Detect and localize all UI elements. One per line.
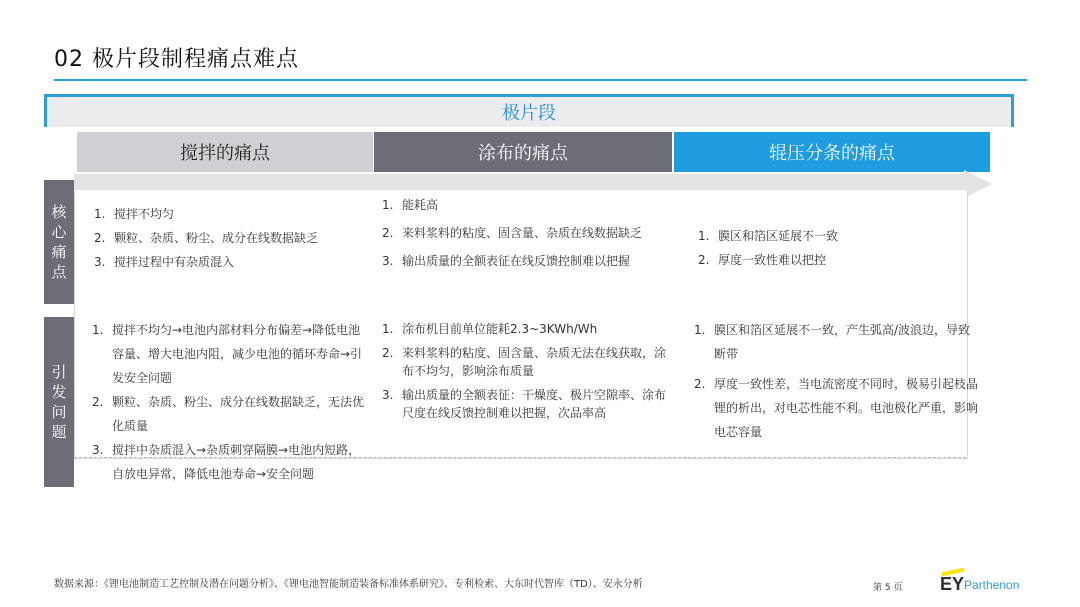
core-mixing-list xyxy=(94,202,364,274)
list-item: 2. 厚度一致性差，当电流密度不同时，极易引起枝晶锂的析出，对电芯性能不利。电池极化严重，影响电芯容量 xyxy=(694,377,979,439)
side-char: 点 xyxy=(51,263,67,282)
side-char: 心 xyxy=(51,222,67,241)
column-header-coating: 涂布的痛点 xyxy=(374,132,672,172)
side-char: 题 xyxy=(51,423,67,442)
list-item: 3. 搅拌中杂质混入→杂质刺穿隔膜→电池内短路，自放电异常，降低电池寿命→安全问题 xyxy=(92,443,361,481)
list-item: 1. 能耗高 xyxy=(382,198,439,212)
list-item: 2. 颗粒、杂质、粉尘、成分在线数据缺乏 xyxy=(94,231,319,245)
column-header-mixing: 搅拌的痛点 xyxy=(77,132,373,172)
side-label-core xyxy=(44,180,74,304)
list-item: 2. 厚度一致性难以把控 xyxy=(698,253,827,267)
list-item: 2. 颗粒、杂质、粉尘、成分在线数据缺乏，无法优化质量 xyxy=(92,395,365,433)
page-number: 第 5 页 xyxy=(873,583,903,593)
list-item: 1. 膜区和箔区延展不一致，产生弧高/波浪边，导致断带 xyxy=(694,323,971,361)
page-title: 02 极片段制程痛点难点 xyxy=(54,47,299,72)
issues-coating-list xyxy=(382,320,672,428)
side-label-issues xyxy=(44,317,74,487)
section-banner xyxy=(44,94,1014,127)
issues-mixing-list xyxy=(92,318,364,486)
core-coating-list xyxy=(382,196,672,280)
logo-parthenon-text: Parthenon xyxy=(964,578,1020,592)
side-char: 核 xyxy=(51,202,67,221)
list-item: 1. 搅拌不均匀→电池内部材料分布偏差→降低电池容量、增大电池内阻，减少电池的循环寿命→引发安全问题 xyxy=(92,323,363,385)
list-item: 3. 搅拌过程中有杂质混入 xyxy=(94,255,235,269)
list-item: 2. 来料浆料的粘度、固含量、杂质在线数据缺乏 xyxy=(382,226,643,240)
side-char: 痛 xyxy=(51,243,67,261)
ey-parthenon-logo xyxy=(940,568,1030,596)
side-char: 问 xyxy=(51,403,67,421)
logo-ey-text: EY xyxy=(940,574,965,594)
data-source-note: 数据来源：《锂电池制造工艺控制及潜在问题分析》、《锂电池智能制造装备标准体系研究》、专利检索、大东时代智库（TD）、安永分析 xyxy=(54,579,643,590)
list-item: 1. 膜区和箔区延展不一致 xyxy=(698,229,839,243)
side-char: 发 xyxy=(51,382,67,401)
title-divider xyxy=(54,79,1027,81)
column-header-rolling: 辊压分条的痛点 xyxy=(674,132,990,172)
list-item: 1. 涂布机目前单位能耗2.3~3KWh/Wh xyxy=(382,322,598,336)
list-item: 3. 输出质量的全额表征在线反馈控制难以把握 xyxy=(382,254,631,268)
list-item: 3. 输出质量的全额表征：干燥度、极片空隙率、涂布尺度在线反馈控制难以把握，次品率高 xyxy=(382,388,667,420)
issues-rolling-list xyxy=(694,318,980,450)
side-char: 引 xyxy=(51,362,67,381)
core-rolling-list xyxy=(698,224,968,272)
banner-label: 极片段 xyxy=(502,103,556,124)
list-item: 2. 来料浆料的粘度、固含量、杂质无法在线获取，涂布不均匀，影响涂布质量 xyxy=(382,346,667,378)
list-item: 1. 搅拌不均匀 xyxy=(94,207,175,221)
